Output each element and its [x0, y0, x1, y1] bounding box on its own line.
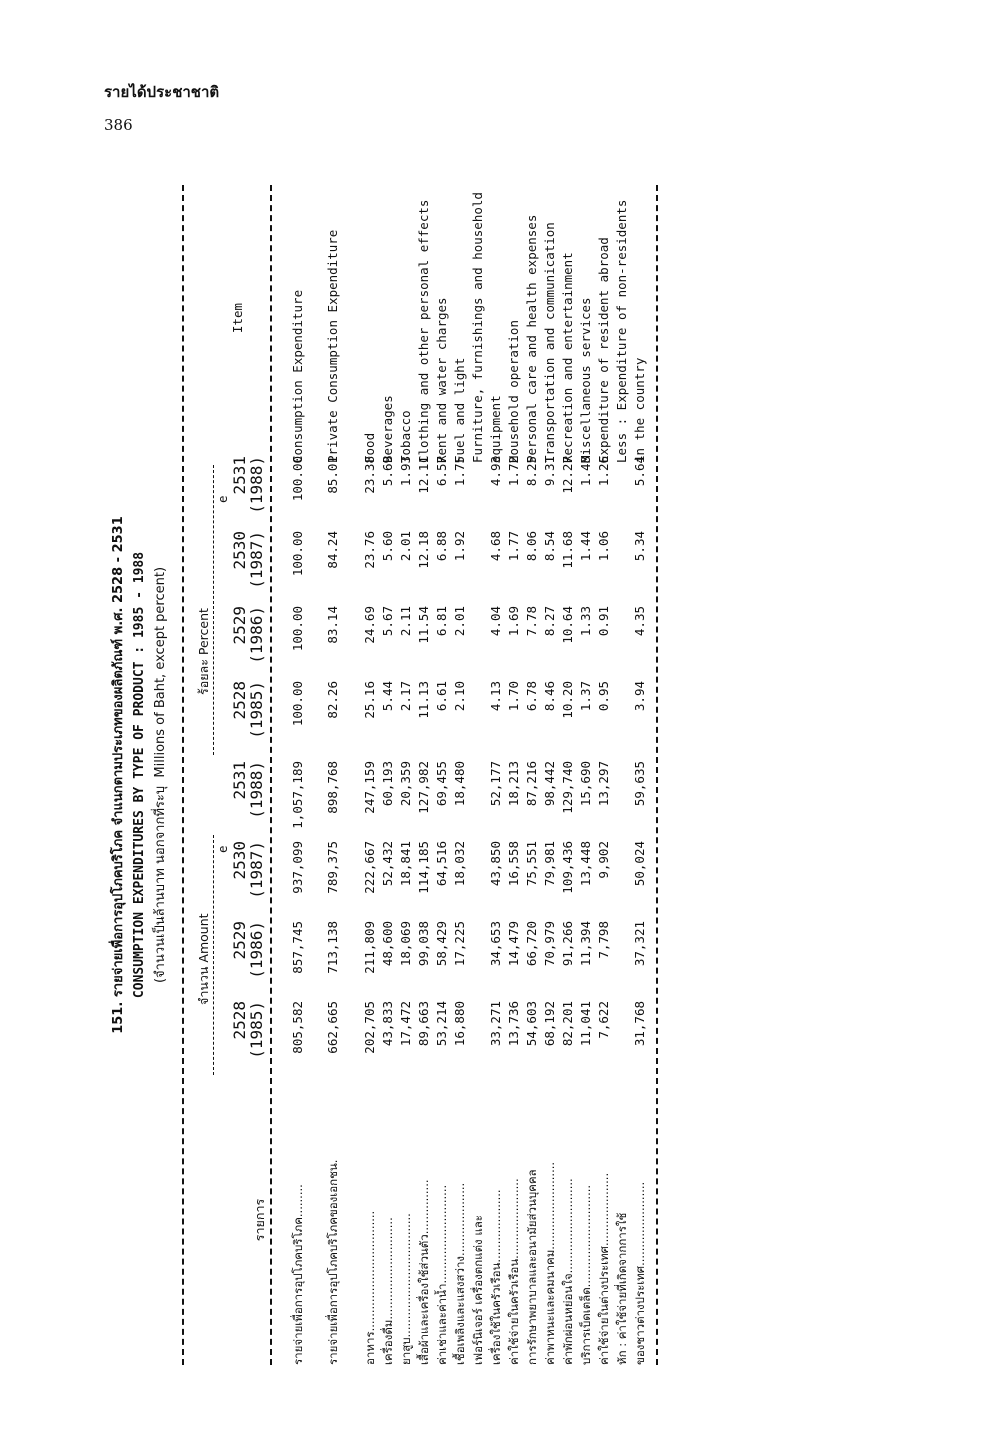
amount-cell: 58,429	[434, 921, 449, 967]
row-label-thai: เครื่องดื่ม............................	[381, 1217, 395, 1365]
percent-cell: 4.68	[488, 531, 503, 562]
percent-cell: 100.00	[290, 681, 305, 727]
amount-year-be-2: 2530	[230, 841, 249, 880]
percent-cell: 6.88	[434, 531, 449, 562]
row-label-english: Rent and water charges	[434, 297, 449, 463]
amount-cell: 52,177	[488, 761, 503, 807]
amount-year-ce-0: (1985)	[247, 1001, 266, 1059]
table-title-english: CONSUMPTION EXPENDITURES BY TYPE OF PRODUCT : 1985 - 1988	[132, 551, 147, 999]
percent-cell: 84.24	[325, 531, 340, 569]
amount-cell: 16,558	[506, 841, 521, 887]
bottom-rule	[656, 185, 658, 1365]
table-row	[325, 175, 342, 1375]
amount-cell: 18,841	[398, 841, 413, 887]
percent-cell: 1.33	[578, 606, 593, 637]
amount-cell: 18,213	[506, 761, 521, 807]
percent-cell: 12.11	[416, 456, 431, 494]
percent-cell: 5.67	[380, 606, 395, 637]
row-label-english: Private Consumption Expenditure	[325, 229, 340, 463]
percent-cell: 4.93	[488, 456, 503, 487]
percent-year-be-1: 2529	[230, 606, 249, 645]
row-label-english: in the country	[632, 357, 647, 463]
percent-cell: 100.00	[290, 531, 305, 577]
row-label-thai: เครื่องใช้ในครัวเรือน....................	[489, 1189, 503, 1365]
percent-cell: 1.26	[596, 456, 611, 487]
amount-cell: 15,690	[578, 761, 593, 807]
row-label-english: Food	[362, 432, 377, 463]
percent-cell: 1.93	[398, 456, 413, 487]
amount-cell: 37,321	[632, 921, 647, 967]
amount-cell: 87,216	[524, 761, 539, 807]
amount-cell: 18,032	[452, 841, 467, 887]
amount-cell: 98,442	[542, 761, 557, 807]
percent-cell: 1.06	[596, 531, 611, 562]
row-label-thai: อาหาร.................................	[363, 1210, 377, 1365]
amount-cell: 202,705	[362, 1001, 377, 1054]
table-row	[578, 175, 595, 1375]
amount-cell: 7,622	[596, 1001, 611, 1039]
amount-year-be-0: 2528	[230, 1001, 249, 1040]
amount-year-be-1: 2529	[230, 921, 249, 960]
percent-cell: 4.35	[632, 606, 647, 637]
amount-cell: 857,745	[290, 921, 305, 974]
row-label-thai: บริการเบ็ดเตล็ด............................	[579, 1184, 593, 1365]
amount-cell: 805,582	[290, 1001, 305, 1054]
table-row	[632, 175, 649, 1375]
amount-year-ce-2: (1987)	[247, 841, 266, 899]
amount-cell: 211,809	[362, 921, 377, 974]
table-title-block	[108, 175, 171, 1375]
amount-cell: 662,665	[325, 1001, 340, 1054]
row-label-thai: เฟอร์นิเจอร์ เครื่องตกแต่ง และ	[471, 1215, 485, 1365]
percent-cell: 5.34	[632, 531, 647, 562]
percent-cell: 1.75	[452, 456, 467, 487]
percent-cell: 12.18	[416, 531, 431, 569]
percent-group-rule	[213, 465, 214, 755]
table-unit-note: (จำนวนเป็นล้านบาท นอกจากที่ระบุ Millions of Baht, except percent)	[153, 566, 168, 984]
percent-cell: 100.00	[290, 456, 305, 502]
percent-cell: 1.92	[452, 531, 467, 562]
percent-year-ce-3: (1988)	[247, 456, 266, 514]
amount-cell: 222,667	[362, 841, 377, 894]
table-row	[506, 175, 523, 1375]
percent-cell: 6.61	[434, 681, 449, 712]
amount-cell: 60,193	[380, 761, 395, 807]
table-row	[416, 175, 433, 1375]
amount-cell: 69,455	[434, 761, 449, 807]
percent-cell: 8.06	[524, 531, 539, 562]
amount-cell: 79,981	[542, 841, 557, 887]
percent-cell: 5.64	[632, 456, 647, 487]
row-label-thai: ค่าพักผ่อนหย่อนใจ..........................	[561, 1178, 575, 1365]
percent-cell: 4.04	[488, 606, 503, 637]
percent-cell: 23.76	[362, 531, 377, 569]
row-label-thai: เชื้อเพลิงและแสงสว่าง....................	[453, 1182, 467, 1365]
amount-cell: 13,448	[578, 841, 593, 887]
percent-cell: 11.54	[416, 606, 431, 644]
header-percent: ร้อยละ Percent	[196, 608, 211, 695]
amount-cell: 18,480	[452, 761, 467, 807]
row-label-english: Miscellaneous services	[578, 297, 593, 463]
amount-cell: 713,138	[325, 921, 340, 974]
table-row	[380, 175, 397, 1375]
row-label-english: Tobacco	[398, 410, 413, 463]
amount-cell: 11,394	[578, 921, 593, 967]
amount-cell: 43,850	[488, 841, 503, 887]
percent-cell: 9.31	[542, 456, 557, 487]
amount-cell: 9,902	[596, 841, 611, 879]
amount-cell: 1,057,189	[290, 761, 305, 829]
percent-cell: 10.64	[560, 606, 575, 644]
table-row	[452, 175, 469, 1375]
table-row	[470, 175, 487, 1375]
amount-cell: 109,436	[560, 841, 575, 894]
amount-cell: 91,266	[560, 921, 575, 967]
percent-year-ce-2: (1987)	[247, 531, 266, 589]
amount-cell: 14,479	[506, 921, 521, 967]
row-label-thai: ค่าเช่าและค่าน้ำ...........................	[435, 1184, 449, 1365]
table-row	[596, 175, 613, 1375]
percent-estimate-mark: e	[215, 495, 230, 503]
amount-cell: 114,185	[416, 841, 431, 894]
header-amount: จำนวน Amount	[196, 913, 211, 1005]
percent-cell: 85.01	[325, 456, 340, 494]
amount-cell: 17,225	[452, 921, 467, 967]
top-rule	[182, 185, 184, 1365]
row-label-english: Fuel and light	[452, 357, 467, 463]
amount-cell: 54,603	[524, 1001, 539, 1047]
percent-cell: 6.57	[434, 456, 449, 487]
header-item-en: Item	[230, 302, 245, 334]
amount-cell: 13,736	[506, 1001, 521, 1047]
percent-cell: 5.69	[380, 456, 395, 487]
table-row	[524, 175, 541, 1375]
amount-cell: 70,979	[542, 921, 557, 967]
percent-cell: 83.14	[325, 606, 340, 644]
percent-cell: 8.46	[542, 681, 557, 712]
amount-cell: 99,038	[416, 921, 431, 967]
amount-cell: 68,192	[542, 1001, 557, 1047]
amount-cell: 64,516	[434, 841, 449, 887]
amount-cell: 31,768	[632, 1001, 647, 1047]
amount-cell: 53,214	[434, 1001, 449, 1047]
header-bottom-rule	[270, 185, 272, 1365]
row-label-english: Recreation and entertainment	[560, 252, 575, 463]
amount-cell: 66,720	[524, 921, 539, 967]
percent-cell: 0.95	[596, 681, 611, 712]
amount-group-rule	[213, 835, 214, 1075]
percent-cell: 100.00	[290, 606, 305, 652]
amount-cell: 33,271	[488, 1001, 503, 1047]
rotated-table-page	[100, 175, 890, 1375]
percent-cell: 2.17	[398, 681, 413, 712]
table-row	[488, 175, 505, 1375]
percent-cell: 2.11	[398, 606, 413, 637]
amount-cell: 129,740	[560, 761, 575, 814]
percent-cell: 1.77	[506, 531, 521, 562]
percent-year-be-2: 2530	[230, 531, 249, 570]
percent-year-ce-0: (1985)	[247, 681, 266, 739]
amount-cell: 7,798	[596, 921, 611, 959]
amount-cell: 247,159	[362, 761, 377, 814]
amount-cell: 20,359	[398, 761, 413, 807]
percent-cell: 2.01	[452, 606, 467, 637]
table-row	[560, 175, 577, 1375]
page-number: 386	[104, 116, 133, 134]
row-label-thai: หัก : ค่าใช้จ่ายที่เกิดจากการใช้	[615, 1212, 629, 1365]
percent-cell: 1.72	[506, 456, 521, 487]
row-label-english: Furniture, furnishings and household	[470, 192, 485, 463]
percent-year-ce-1: (1986)	[247, 606, 266, 664]
amount-cell: 52,432	[380, 841, 395, 887]
amount-cell: 50,024	[632, 841, 647, 887]
percent-cell: 1.37	[578, 681, 593, 712]
amount-year-ce-1: (1986)	[247, 921, 266, 979]
amount-cell: 43,833	[380, 1001, 395, 1047]
amount-cell: 82,201	[560, 1001, 575, 1047]
amount-cell: 11,041	[578, 1001, 593, 1047]
table-row	[614, 175, 631, 1375]
amount-cell: 34,653	[488, 921, 503, 967]
table-row	[434, 175, 451, 1375]
row-label-thai: รายจ่ายเพื่อการอุปโภคบริโภค.........	[291, 1184, 305, 1365]
row-label-thai: รายจ่ายเพื่อการอุปโภคบริโภคของเอกชน.	[326, 1159, 340, 1365]
row-label-english: Less : Expenditure of non-residents	[614, 199, 629, 463]
percent-cell: 11.13	[416, 681, 431, 719]
percent-cell: 4.13	[488, 681, 503, 712]
row-label-thai: ยาสูบ..................................	[399, 1213, 413, 1365]
amount-cell: 789,375	[325, 841, 340, 894]
table-row	[542, 175, 559, 1375]
percent-cell: 11.68	[560, 531, 575, 569]
percent-cell: 24.69	[362, 606, 377, 644]
row-label-english: Personal care and health expenses	[524, 214, 539, 463]
amount-cell: 48,600	[380, 921, 395, 967]
row-label-thai: ค่าพาหนะและคมนาคม........................	[543, 1161, 557, 1365]
table-title-thai: 151. รายจ่ายเพื่อการอุปโภคบริโภค จำแนกตามประเภทของผลิตภัณฑ์ พ.ศ. 2528 - 2531	[111, 516, 126, 1034]
percent-cell: 8.25	[524, 456, 539, 487]
row-label-thai: ของชาวต่างประเทศ.......................	[633, 1181, 647, 1365]
row-label-english: Household operation	[506, 320, 521, 463]
row-label-thai: เสื้อผ้าและเครื่องใช้ส่วนตัว...............	[417, 1179, 431, 1365]
amount-year-ce-3: (1988)	[247, 761, 266, 819]
percent-cell: 1.69	[506, 606, 521, 637]
percent-cell: 23.38	[362, 456, 377, 494]
percent-cell: 0.91	[596, 606, 611, 637]
percent-cell: 1.44	[578, 531, 593, 562]
row-label-english: Transportation and communication	[542, 222, 557, 463]
percent-cell: 12.27	[560, 456, 575, 494]
percent-cell: 5.44	[380, 681, 395, 712]
row-label-thai: ค่าใช้จ่ายในต่างประเทศ....................	[597, 1172, 611, 1365]
amount-estimate-mark: e	[215, 845, 230, 853]
amount-cell: 898,768	[325, 761, 340, 814]
percent-cell: 25.16	[362, 681, 377, 719]
percent-cell: 2.10	[452, 681, 467, 712]
amount-cell: 89,663	[416, 1001, 431, 1047]
percent-cell: 82.26	[325, 681, 340, 719]
amount-cell: 937,099	[290, 841, 305, 894]
row-label-english: equipment	[488, 395, 503, 463]
percent-cell: 3.94	[632, 681, 647, 712]
row-label-thai: การรักษาพยาบาลและอนามัยส่วนบุคคล	[525, 1169, 539, 1365]
amount-cell: 17,472	[398, 1001, 413, 1047]
amount-cell: 13,297	[596, 761, 611, 807]
percent-cell: 1.70	[506, 681, 521, 712]
amount-cell: 75,551	[524, 841, 539, 887]
percent-cell: 10.20	[560, 681, 575, 719]
amount-cell: 59,635	[632, 761, 647, 807]
percent-cell: 8.54	[542, 531, 557, 562]
row-label-english: Expenditure of resident abroad	[596, 237, 611, 463]
table-row	[290, 175, 307, 1375]
table-row	[362, 175, 379, 1375]
percent-cell: 2.01	[398, 531, 413, 562]
percent-cell: 5.60	[380, 531, 395, 562]
row-label-english: Beverages	[380, 395, 395, 463]
percent-cell: 6.78	[524, 681, 539, 712]
row-label-english: Consumption Expenditure	[290, 289, 305, 463]
percent-cell: 7.78	[524, 606, 539, 637]
amount-cell: 18,069	[398, 921, 413, 967]
table-row	[398, 175, 415, 1375]
percent-cell: 8.27	[542, 606, 557, 637]
percent-year-be-3: 2531	[230, 456, 249, 495]
row-label-english: Clothing and other personal effects	[416, 199, 431, 463]
header-item-thai: รายการ	[252, 1198, 267, 1242]
row-label-thai: ค่าใช้จ่ายในครัวเรือน......................	[507, 1178, 521, 1365]
running-head: รายได้ประชาชาติ	[104, 83, 220, 101]
percent-year-be-0: 2528	[230, 681, 249, 720]
amount-year-be-3: 2531	[230, 761, 249, 800]
percent-cell: 6.81	[434, 606, 449, 637]
amount-cell: 127,982	[416, 761, 431, 814]
percent-cell: 1.48	[578, 456, 593, 487]
amount-cell: 16,880	[452, 1001, 467, 1047]
